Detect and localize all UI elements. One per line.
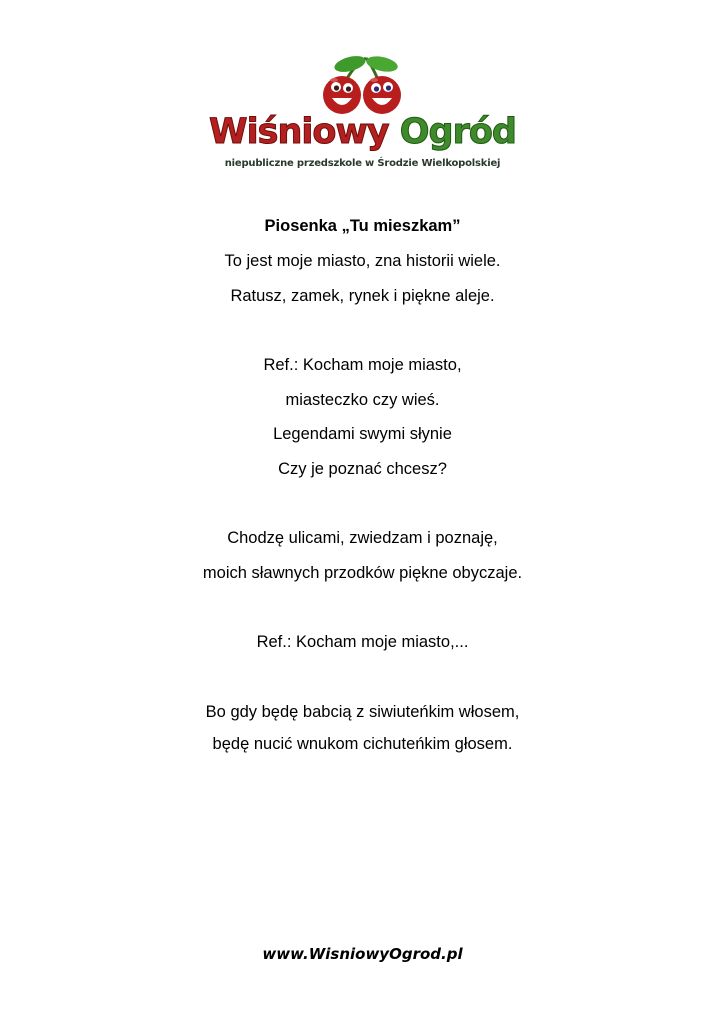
refrain-line1: Ref.: Kocham moje miasto, — [263, 356, 462, 374]
logo-title-word1: Wiśniowy — [209, 112, 389, 152]
refrain-short: Ref.: Kocham moje miasto,... — [256, 633, 469, 651]
verse2-line1: Chodzę ulicami, zwiedzam i poznaję, — [227, 529, 498, 547]
verse1-line1: To jest moje miasto, zna historii wiele. — [224, 252, 501, 270]
song-title: Piosenka „Tu mieszkam” — [264, 217, 461, 235]
footer-website[interactable]: www.WisniowyOgrod.pl — [262, 945, 463, 963]
refrain-line3: Legendami swymi słynie — [273, 425, 452, 443]
logo — [0, 50, 725, 180]
logo-title — [0, 112, 725, 152]
verse3-line1: Bo gdy będę babcią z siwiuteńkim włosem, — [205, 703, 520, 721]
verse3-line2: będę nucić wnukom cichuteńkim głosem. — [212, 735, 513, 753]
refrain-line4: Czy je poznać chcesz? — [278, 460, 447, 478]
verse2-line2: moich sławnych przodków piękne obyczaje. — [202, 564, 523, 582]
cherries-icon — [312, 50, 412, 118]
verse1-line2: Ratusz, zamek, rynek i piękne aleje. — [230, 287, 495, 305]
refrain-line2: miasteczko czy wieś. — [285, 391, 440, 409]
logo-subtitle: niepubliczne przedszkole w Środzie Wielkopolskiej — [224, 158, 501, 169]
logo-title-word2: Ogród — [399, 112, 516, 152]
